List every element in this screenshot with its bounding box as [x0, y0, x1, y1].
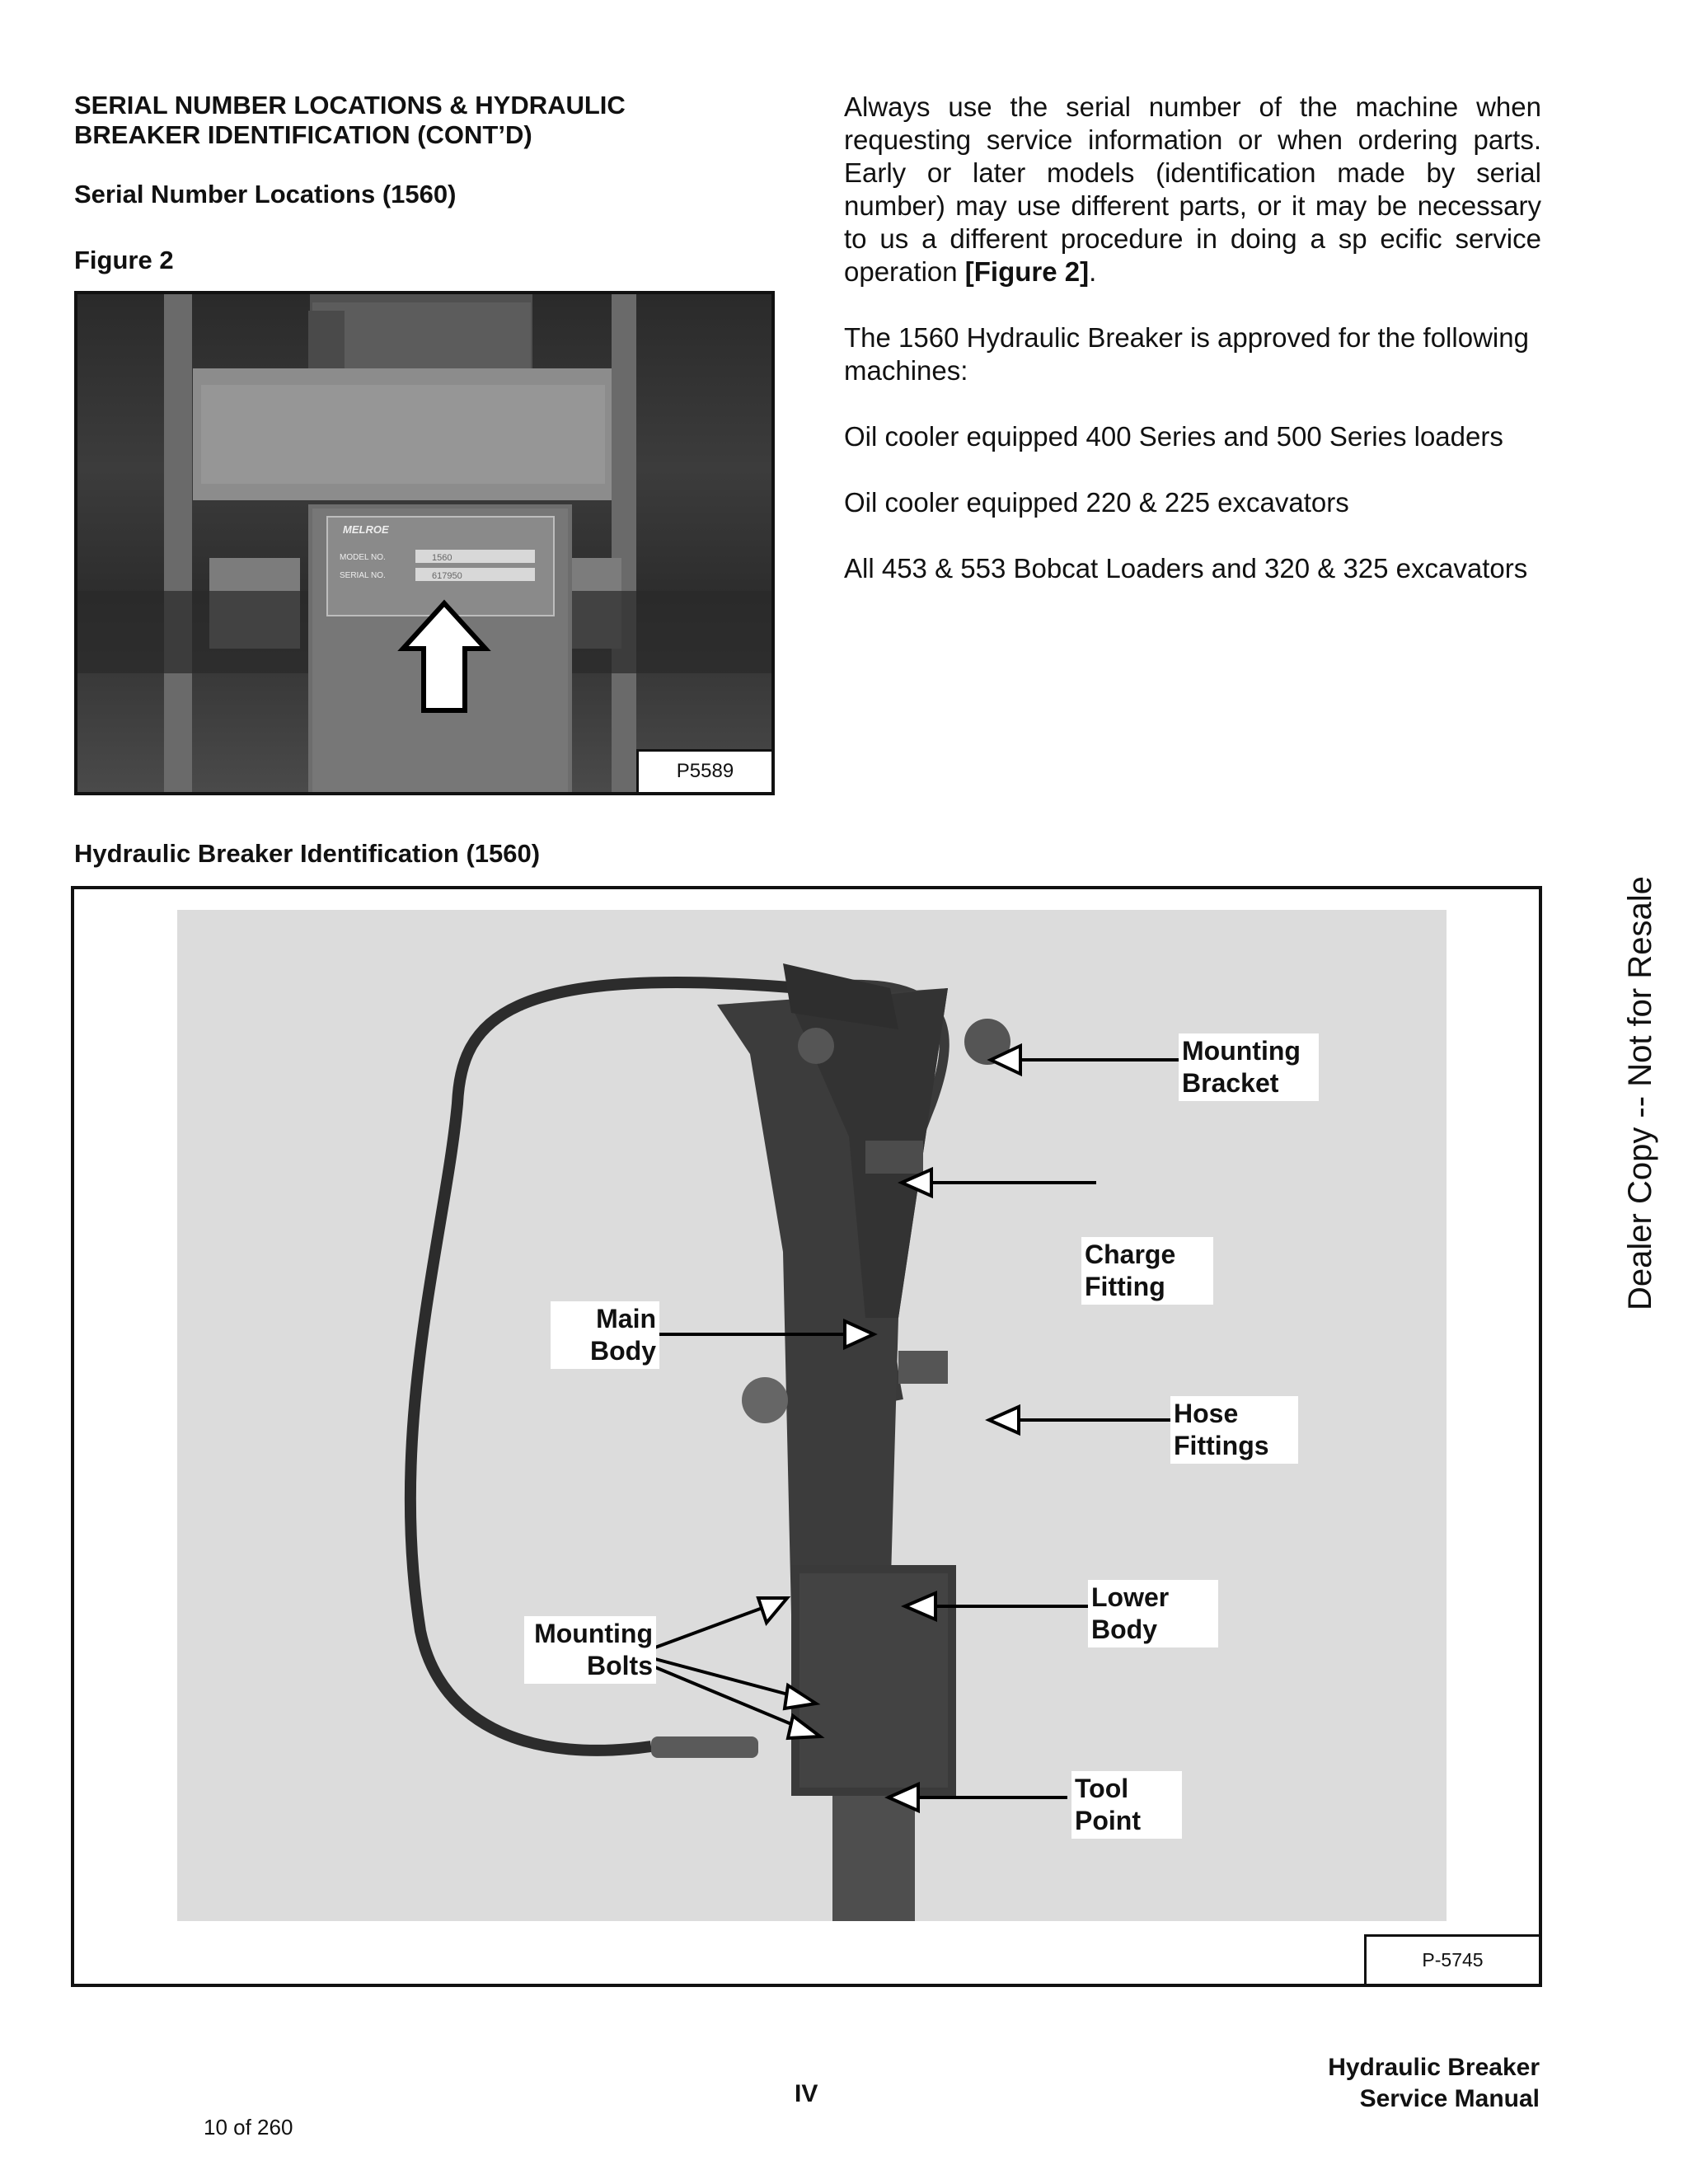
machines-item-1: Oil cooler equipped 400 Series and 500 Series loaders: [844, 421, 1503, 452]
manual-title-line2: Service Manual: [1359, 2085, 1540, 2112]
callout-main-body-line2: Body: [590, 1336, 656, 1366]
callout-main-body: [551, 1301, 659, 1369]
callout-tool-point: [1071, 1771, 1182, 1839]
plate-serial-label: SERIAL NO.: [340, 571, 386, 580]
callout-tool-point-line2: Point: [1075, 1806, 1141, 1835]
serial-paragraph-text: Always use the serial number of the machine when requesting service information or when ordering parts. Early or later models (identification made by serial number) may use different parts, or it may be necessary to us a different procedure in doing a sp ecific service operation: [844, 91, 1541, 287]
callout-charge-fitting-line1: Charge: [1085, 1240, 1176, 1269]
breaker-identification-figure: [71, 886, 1542, 1987]
section-number: IV: [795, 2080, 818, 2107]
figure2-illustration: [77, 294, 771, 792]
callout-lower-body-line2: Body: [1091, 1615, 1157, 1644]
callout-mounting-bolts-line2: Bolts: [587, 1651, 653, 1680]
section-heading-line2: BREAKER IDENTIFICATION (CONT’D): [74, 120, 532, 149]
section-heading: [74, 91, 701, 150]
machines-item-2: Oil cooler equipped 220 & 225 excavators: [844, 487, 1349, 518]
section-heading-line1: SERIAL NUMBER LOCATIONS & HYDRAULIC: [74, 91, 626, 120]
tool-point-shape: [832, 1796, 915, 1921]
callout-lower-body: [1088, 1580, 1218, 1647]
serial-paragraph-end: .: [1089, 256, 1097, 287]
callout-mounting-bolts-line1: Mounting: [534, 1619, 653, 1648]
figure2-title: Figure 2: [74, 246, 174, 274]
manual-title-line1: Hydraulic Breaker: [1328, 2054, 1540, 2081]
intro-text: [844, 91, 1541, 618]
callout-mounting-bracket: [1179, 1033, 1319, 1101]
manual-title: [1328, 2052, 1540, 2115]
figure3-code: P-5745: [1364, 1934, 1539, 1984]
callout-tool-point-line1: Tool: [1075, 1774, 1129, 1803]
machines-item-3: All 453 & 553 Bobcat Loaders and 320 & 325 excavators: [844, 553, 1528, 583]
callout-mounting-bolts: [524, 1616, 656, 1684]
breaker-illustration: [74, 889, 1539, 1984]
figure2-reference: [Figure 2]: [964, 256, 1090, 287]
plate-brand: MELROE: [343, 523, 389, 536]
callout-lower-body-line1: Lower: [1091, 1582, 1170, 1612]
serial-paragraph: [844, 91, 1541, 288]
callout-hose-fittings-line2: Fittings: [1174, 1431, 1269, 1460]
callout-hose-fittings-line1: Hose: [1174, 1399, 1239, 1428]
plate-serial-value: 617950: [432, 571, 462, 581]
plate-model-label: MODEL NO.: [340, 553, 386, 562]
serial-locations-heading: Serial Number Locations (1560): [74, 180, 457, 209]
figure2-photo: [74, 291, 775, 795]
identification-heading: Hydraulic Breaker Identification (1560): [74, 839, 541, 868]
callout-charge-fitting: [1081, 1237, 1213, 1305]
callout-hose-fittings: [1170, 1396, 1298, 1464]
figure2-code: P5589: [636, 749, 771, 792]
callout-mounting-bracket-line2: Bracket: [1182, 1068, 1279, 1098]
dealer-copy-note: Dealer Copy -- Not for Resale: [1622, 876, 1658, 1310]
page-counter: 10 of 260: [204, 2115, 293, 2139]
approved-paragraph: The 1560 Hydraulic Breaker is approved for the following machines:: [844, 322, 1529, 386]
callout-mounting-bracket-line1: Mounting: [1182, 1036, 1301, 1066]
callout-main-body-line1: Main: [596, 1304, 656, 1333]
plate-model-value: 1560: [432, 553, 452, 563]
callout-charge-fitting-line2: Fitting: [1085, 1272, 1165, 1301]
